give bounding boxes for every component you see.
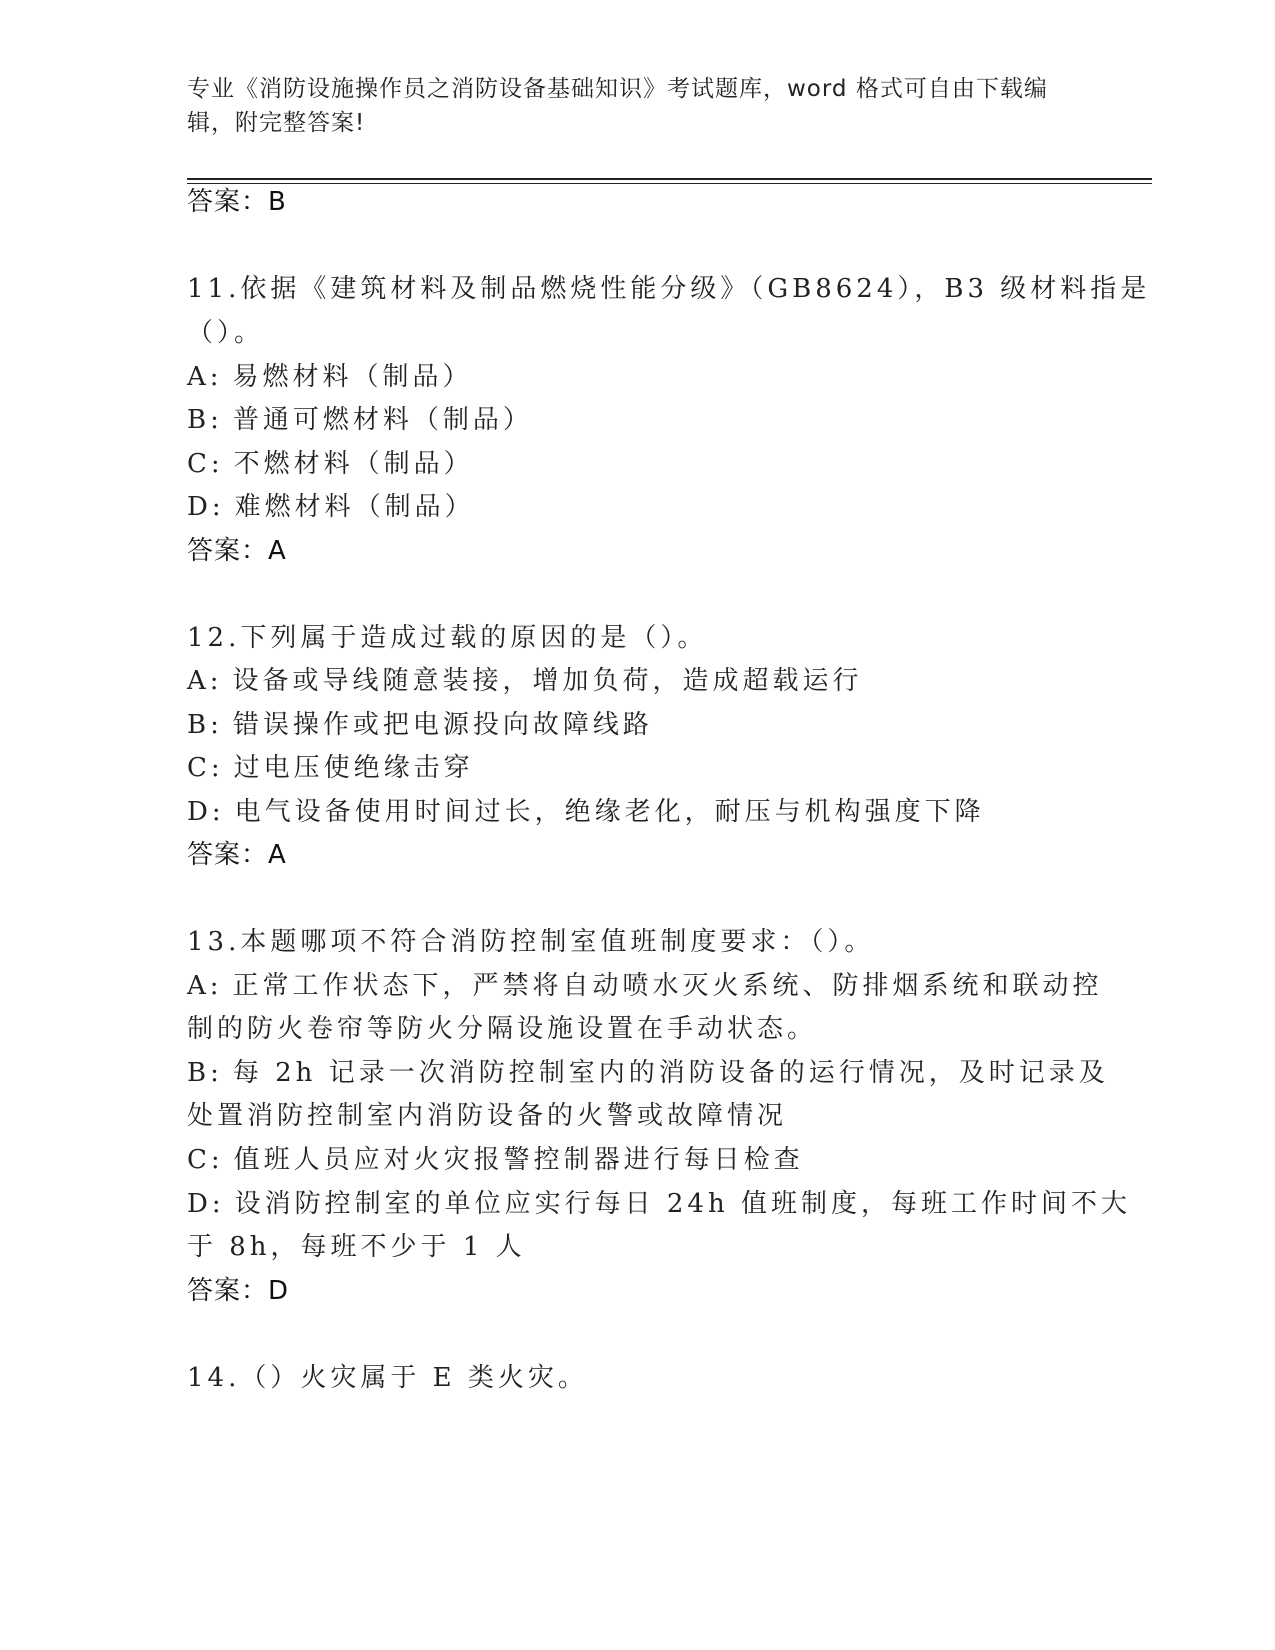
question-11-stem-line-2: （）。 [187,318,265,348]
previous-answer: 答案：B [187,187,287,217]
option-key: B: [187,1058,223,1088]
option-text: 易燃材料（制品） [232,362,473,392]
question-14-stem: 14.（）火灾属于 E 类火灾。 [187,1363,588,1393]
question-11-option-b [187,403,533,437]
question-13-stem: 13.本题哪项不符合消防控制室值班制度要求：（）。 [187,927,875,957]
question-13-option-c [187,1143,804,1177]
option-key: B: [187,405,223,435]
question-13-option-a-continued: 制的防火卷帘等防火分隔设施设置在手动状态。 [187,1014,818,1044]
option-text: 每 2h 记录一次消防控制室内的消防设备的运行情况，及时记录及 [232,1058,1109,1088]
question-11-option-c [187,447,474,481]
option-key: A: [187,971,223,1001]
question-13-option-d-continued: 于 8h，每班不少于 1 人 [187,1232,526,1262]
option-text: 难燃材料（制品） [234,492,475,522]
question-12-answer: 答案：A [187,840,287,870]
question-11-answer: 答案：A [187,536,287,566]
option-text: 错误操作或把电源投向故障线路 [232,710,653,740]
question-12-option-c [187,751,474,785]
option-key: A: [187,666,223,696]
document-header [187,72,1087,140]
question-11-option-a [187,360,473,394]
option-key: D: [187,797,225,827]
option-text: 过电压使绝缘击穿 [233,753,474,783]
question-11-stem-line-1: 11.依据《建筑材料及制品燃烧性能分级》（GB8624），B3 级材料指是 [187,274,1151,304]
option-text: 值班人员应对火灾报警控制器进行每日检查 [233,1145,804,1175]
question-12-stem: 12.下列属于造成过载的原因的是（）。 [187,623,708,653]
option-text: 设备或导线随意装接，增加负荷，造成超载运行 [232,666,863,696]
question-12-option-a [187,664,863,698]
question-12-option-d [187,795,985,829]
option-key: C: [187,1145,224,1175]
question-13-option-b-continued: 处置消防控制室内消防设备的火警或故障情况 [187,1101,788,1131]
question-13-option-d [187,1187,1131,1221]
header-divider-thick [187,178,1152,180]
option-key: C: [187,753,224,783]
option-key: C: [187,449,224,479]
option-key: D: [187,492,225,522]
option-key: D: [187,1189,225,1219]
question-13-option-b [187,1056,1109,1090]
option-text: 普通可燃材料（制品） [232,405,533,435]
option-key: B: [187,710,223,740]
option-text: 设消防控制室的单位应实行每日 24h 值班制度，每班工作时间不大 [234,1189,1131,1219]
question-13-answer: 答案：D [187,1276,290,1306]
option-text: 不燃材料（制品） [233,449,474,479]
question-13-option-a [187,969,1103,1003]
header-divider-thin [187,183,1152,184]
question-12-option-b [187,708,653,742]
header-line-1: 专业《消防设施操作员之消防设备基础知识》考试题库，word 格式可自由下载编 [187,76,1048,102]
option-key: A: [187,362,223,392]
option-text: 正常工作状态下，严禁将自动喷水灭火系统、防排烟系统和联动控 [232,971,1103,1001]
question-11-option-d [187,490,475,524]
header-line-2: 辑，附完整答案! [187,110,366,136]
option-text: 电气设备使用时间过长，绝缘老化，耐压与机构强度下降 [234,797,985,827]
